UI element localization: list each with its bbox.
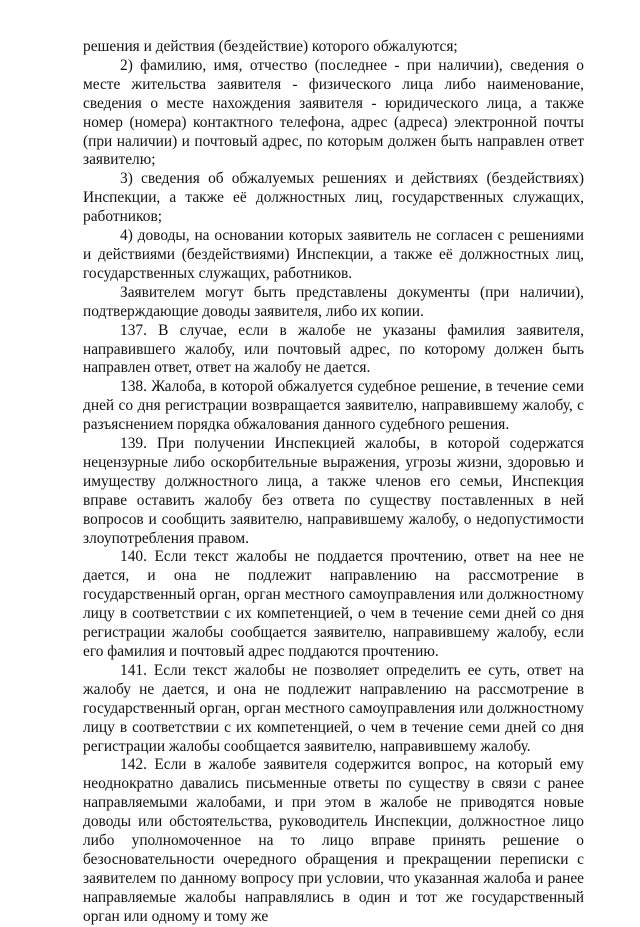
paragraph-continuation: решения и действия (бездействие) которого обжалуются; <box>83 38 458 55</box>
paragraph-item-3: 3) сведения об обжалуемых решениях и действиях (бездействиях) Инспекции, а также её должностных лиц, государственных служащих, работников; <box>83 170 584 226</box>
paragraph-documents-note: Заявителем могут быть представлены документы (при наличии), подтверждающие доводы заявителя, либо их копии. <box>83 283 584 320</box>
paragraph-item-4: 4) доводы, на основании которых заявитель не согласен с решениями и действиями (бездействиями) Инспекции, а также её должностных лиц, государственных служащих, работников. <box>83 227 584 282</box>
paragraph-137: 137. В случае, если в жалобе не указаны фамилия заявителя, направившего жалобу, или почтовый адрес, по которому должен быть направлен ответ, ответ на жалобу не дается. <box>83 321 584 377</box>
paragraph-139: 139. При получении Инспекцией жалобы, в которой содержатся нецензурные либо оскорбительные выражения, угрозы жизни, здоровью и имуществу должностного лица, а также членов его семьи, Инспекция вправе оставить жалобу без ответа по существу поставленных в ней вопросов и сообщить заявителю, направившему жалобу, о недопустимости злоупотребления правом. <box>83 435 584 547</box>
paragraph-141: 141. Если текст жалобы не позволяет определить ее суть, ответ на жалобу не дается, и она не подлежит направлению на рассмотрение в государственный орган, орган местного самоуправления или должностному лицу в соответствии с их компетенцией, о чем в течение семи дней со дня регистрации жалобы сообщается заявителю, направившему жалобу. <box>83 661 584 755</box>
paragraph-item-2: 2) фамилию, имя, отчество (последнее - при наличии), сведения о месте жительства заявителя - физического лица либо наименование, сведения о месте нахождения заявителя - юридического лица, а также номер (номера) контактного телефона, адрес (адреса) электронной почты (при наличии) и почтовый адрес, по которым должен быть направлен ответ заявителю; <box>83 56 584 169</box>
paragraph-140: 140. Если текст жалобы не поддается прочтению, ответ на нее не дается, и она не подлежит направлению на рассмотрение в государственный орган, орган местного самоуправления или должностному лицу в соответствии с их компетенцией, о чем в течение семи дней со дня регистрации жалобы сообщается заявителю, направившему жалобу, если его фамилия и почтовый адрес поддаются прочтению. <box>83 548 584 660</box>
paragraph-138: 138. Жалоба, в которой обжалуется судебное решение, в течение семи дней со дня регистрации возвращается заявителю, направившему жалобу, с разъяснением порядка обжалования данного судебного решения. <box>83 378 584 434</box>
paragraph-142: 142. Если в жалобе заявителя содержится вопрос, на который ему неоднократно давались письменные ответы по существу в связи с ранее направляемыми жалобами, и при этом в жалобе не приводятся новые доводы или обстоятельства, руководитель Инспекции, должностное лицо либо уполномоченное на то лицо вправе принять решение о безосновательности очередного обращения и прекращении переписки с заявителем по данному вопросу при условии, что указанная жалоба и ранее направляемые жалобы направлялись в один и тот же государственный орган или одному и тому же <box>83 756 584 925</box>
